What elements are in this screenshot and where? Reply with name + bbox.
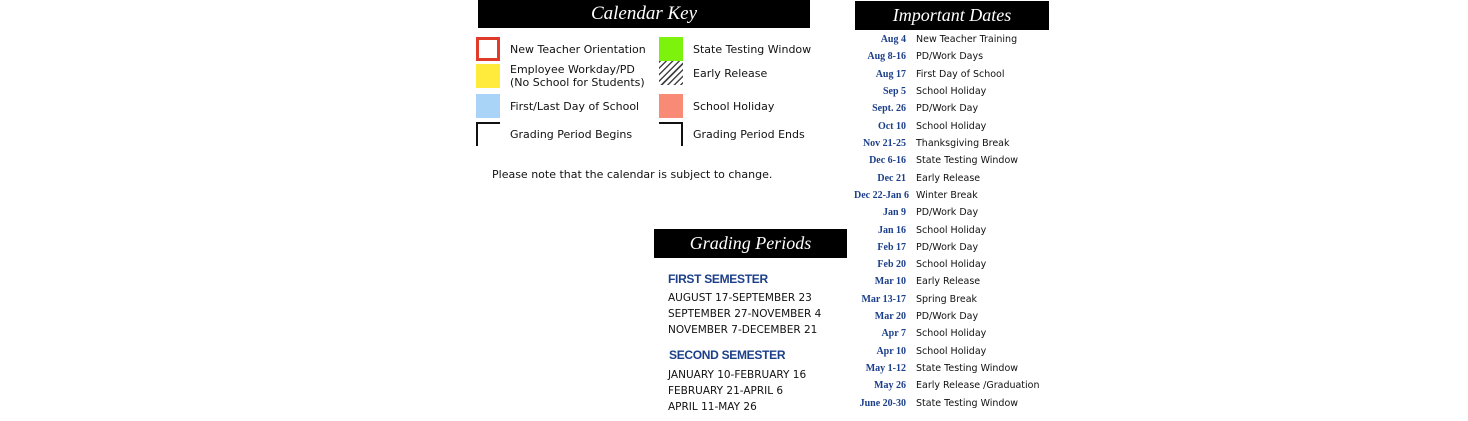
- key-item-grading-period-begins: [476, 122, 632, 146]
- date-when: Dec 6-16: [869, 155, 906, 167]
- date-event: Early Release: [916, 172, 981, 184]
- important-date-row: [854, 187, 978, 204]
- key-item-state-testing-window: [659, 37, 811, 61]
- key-item-early-release: [659, 61, 767, 85]
- important-date-row: [854, 204, 978, 221]
- important-date-row: [854, 135, 1010, 152]
- date-event: State Testing Window: [916, 397, 1019, 409]
- first-semester-heading: FIRST SEMESTER: [668, 272, 768, 286]
- bracket-end-icon: [659, 122, 683, 146]
- key-label: State Testing Window: [693, 42, 812, 56]
- date-event: PD/Work Day: [916, 207, 979, 219]
- date-event: School Holiday: [916, 224, 987, 236]
- date-when: Feb 17: [877, 241, 906, 253]
- important-date-row: [854, 83, 986, 100]
- important-date-row: [854, 239, 978, 256]
- date-when: Aug 8-16: [867, 51, 906, 63]
- grading-period: JANUARY 10-FEBRUARY 16: [668, 369, 807, 381]
- key-label-line2: (No School for Students): [510, 76, 645, 89]
- important-date-row: [854, 325, 986, 342]
- date-event: PD/Work Days: [916, 51, 984, 63]
- key-label: Early Release: [693, 66, 768, 80]
- date-when: Mar 20: [874, 311, 906, 323]
- important-date-row: [854, 343, 986, 360]
- key-label: New Teacher Orientation: [510, 42, 646, 56]
- second-semester-heading: SECOND SEMESTER: [669, 348, 786, 362]
- key-label: Grading Period Begins: [510, 127, 633, 141]
- hatched-swatch-icon: [659, 61, 683, 85]
- date-when: Aug 4: [880, 34, 906, 45]
- date-event: Early Release /Graduation: [916, 380, 1040, 392]
- key-label: [510, 63, 645, 89]
- important-date-row: [854, 66, 1005, 83]
- date-when: Apr 7: [881, 328, 906, 340]
- date-event: PD/Work Day: [916, 311, 979, 323]
- bracket-begin-icon: [476, 122, 500, 146]
- date-event: Winter Break: [916, 189, 978, 201]
- date-event: New Teacher Training: [916, 34, 1018, 45]
- date-when: June 20-30: [859, 397, 906, 409]
- important-date-row: [854, 308, 978, 325]
- date-when: May 1-12: [865, 363, 906, 375]
- calendar-change-note: Please note that the calendar is subject to change.: [492, 168, 773, 181]
- key-item-grading-period-ends: [659, 122, 805, 146]
- key-label-line1: Employee Workday/PD: [510, 63, 635, 76]
- important-date-row: [854, 118, 986, 135]
- date-event: Spring Break: [916, 293, 978, 305]
- date-when: Jan 16: [877, 224, 906, 236]
- date-when: Oct 10: [877, 120, 906, 132]
- grading-periods-title: Grading Periods: [654, 229, 847, 258]
- date-when: Sept. 26: [872, 103, 906, 115]
- key-label: School Holiday: [693, 99, 775, 113]
- date-when: May 26: [874, 380, 906, 392]
- date-when: Mar 13-17: [861, 293, 906, 305]
- date-event: School Holiday: [916, 345, 987, 357]
- date-event: School Holiday: [916, 120, 987, 132]
- date-when: Jan 9: [882, 207, 906, 219]
- date-when: Nov 21-25: [862, 137, 906, 149]
- important-date-row: [854, 291, 977, 308]
- date-event: State Testing Window: [916, 363, 1019, 375]
- date-event: Early Release: [916, 276, 981, 288]
- date-event: PD/Work Day: [916, 103, 979, 115]
- important-dates-title: Important Dates: [855, 1, 1049, 30]
- grading-period: AUGUST 17-SEPTEMBER 23: [668, 292, 812, 304]
- key-item-school-holiday: [659, 94, 774, 118]
- important-date-row: [854, 31, 1017, 48]
- date-when: Dec 21: [877, 172, 906, 184]
- grading-period: SEPTEMBER 27-NOVEMBER 4: [668, 308, 822, 320]
- grading-period: NOVEMBER 7-DECEMBER 21: [668, 324, 818, 336]
- key-item-first-last-day: [476, 94, 639, 118]
- important-date-row: [854, 170, 980, 187]
- date-when: Dec 22-Jan 6: [854, 189, 909, 201]
- blue-swatch-icon: [476, 94, 500, 118]
- date-event: Thanksgiving Break: [916, 137, 1010, 149]
- date-event: School Holiday: [916, 259, 987, 271]
- important-date-row: [854, 222, 986, 239]
- date-when: Mar 10: [874, 276, 906, 288]
- grading-period: FEBRUARY 21-APRIL 6: [668, 385, 784, 397]
- date-event: First Day of School: [916, 68, 1005, 80]
- important-date-row: [854, 100, 978, 117]
- date-when: Aug 17: [875, 68, 906, 80]
- calendar-key-title: Calendar Key: [478, 0, 810, 28]
- green-swatch-icon: [659, 37, 683, 61]
- yellow-swatch-icon: [476, 64, 500, 88]
- key-item-employee-workday: [476, 63, 645, 89]
- date-event: State Testing Window: [916, 155, 1019, 167]
- key-item-new-teacher-orientation: [476, 37, 646, 61]
- date-when: Feb 20: [877, 259, 906, 271]
- important-date-row: [854, 377, 1040, 394]
- red-outline-swatch-icon: [476, 37, 500, 61]
- date-when: Sep 5: [882, 85, 906, 97]
- date-event: School Holiday: [916, 85, 987, 97]
- important-date-row: [854, 152, 1018, 169]
- important-date-row: [854, 48, 983, 65]
- key-label: First/Last Day of School: [510, 99, 640, 113]
- important-date-row: [854, 395, 1018, 412]
- important-date-row: [854, 273, 980, 290]
- important-date-row: [854, 256, 986, 273]
- salmon-swatch-icon: [659, 94, 683, 118]
- important-date-row: [854, 360, 1018, 377]
- grading-period: APRIL 11-MAY 26: [668, 401, 757, 413]
- date-event: School Holiday: [916, 328, 987, 340]
- date-when: Apr 10: [876, 345, 906, 357]
- key-label: Grading Period Ends: [693, 127, 805, 141]
- date-event: PD/Work Day: [916, 241, 979, 253]
